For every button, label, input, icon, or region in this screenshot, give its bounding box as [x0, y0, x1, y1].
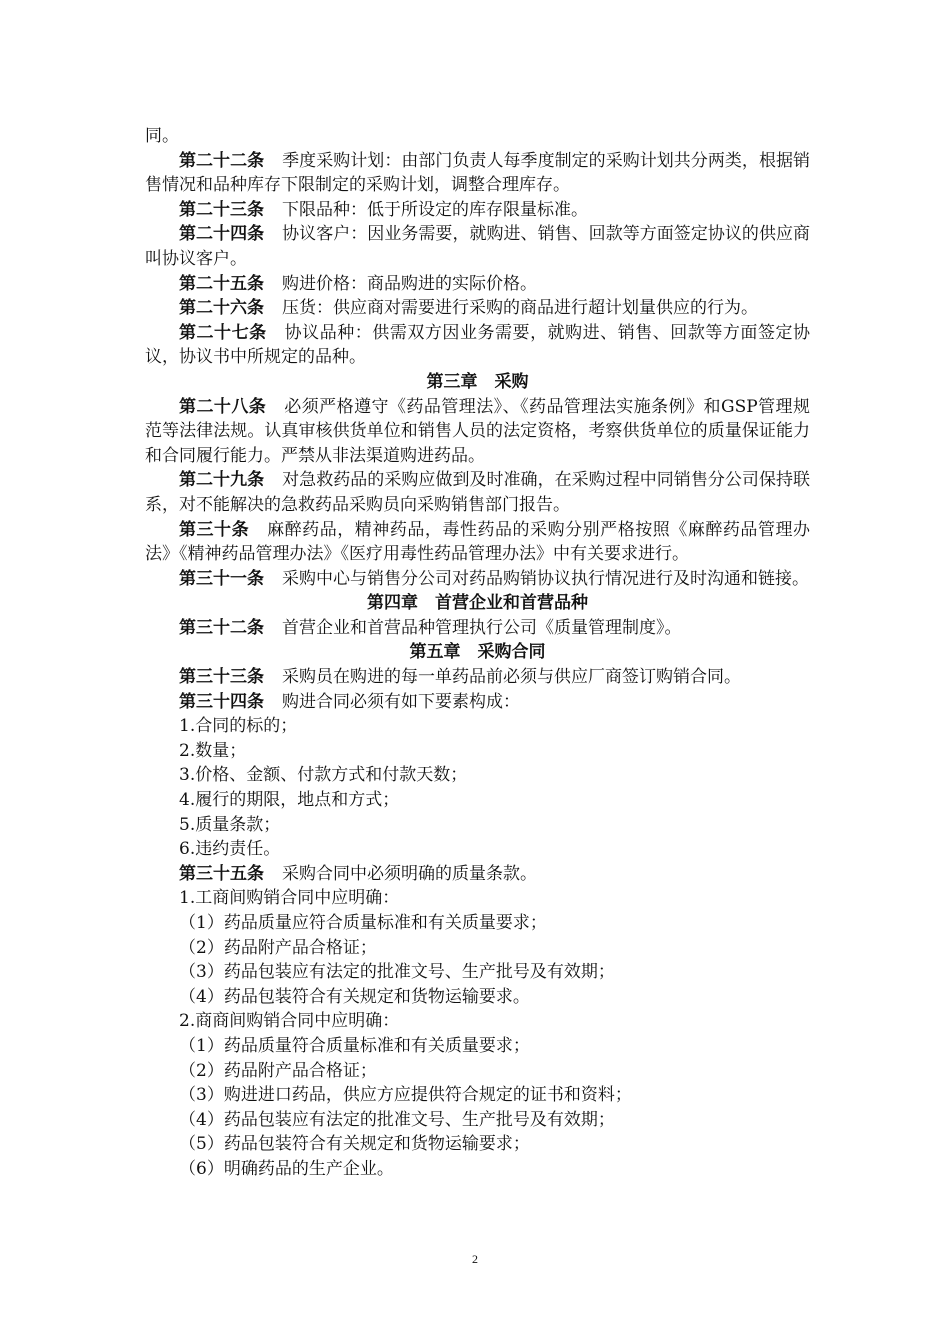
article-34: 第三十四条 购进合同必须有如下要素构成： [179, 691, 520, 712]
section-2-item: （4）药品包装应有法定的批准文号、生产批号及有效期； [179, 1109, 615, 1130]
section-2-item: （6）明确药品的生产企业。 [179, 1158, 394, 1179]
article-23: 第二十三条 下限品种：低于所设定的库存限量标准。 [179, 199, 588, 220]
element-item: 5.质量条款； [179, 814, 281, 835]
article-26: 第二十六条 压货：供应商对需要进行采购的商品进行超计划量供应的行为。 [179, 298, 758, 319]
section-2-title: 2.商商间购销合同中应明确： [179, 1011, 400, 1032]
article-28: 第二十八条 必须严格遵守《药品管理法》、《药品管理法实施条例》和GSP管理规范等法律法规。认真审核供货单位和销售人员的法定资格，考察供货单位的质量保证能力和合同履行能力。严禁从非法渠道购进药品。 [145, 396, 811, 466]
section-1-item: （2）药品附产品合格证； [179, 937, 377, 958]
document-body [145, 124, 810, 1182]
section-2-item: （1）药品质量符合质量标准和有关质量要求； [179, 1035, 530, 1056]
article-35: 第三十五条 采购合同中必须明确的质量条款。 [179, 863, 537, 884]
section-1-item: （1）药品质量应符合质量标准和有关质量要求； [179, 913, 547, 933]
chapter-5-heading: 第五章 采购合同 [409, 642, 546, 663]
section-2-item: （2）药品附产品合格证； [179, 1060, 377, 1081]
article-25: 第二十五条 购进价格：商品购进的实际价格。 [179, 273, 537, 294]
article-33: 第三十三条 采购员在购进的每一单药品前必须与供应厂商签订购销合同。 [179, 667, 741, 688]
article-24: 第二十四条 协议客户：因业务需要，就购进、销售、回款等方面签定协议的供应商叫协议客户。 [145, 224, 811, 269]
intro-fragment: 同。 [145, 126, 179, 146]
element-item: 1.合同的标的； [179, 716, 298, 737]
article-31: 第三十一条 采购中心与销售分公司对药品购销协议执行情况进行及时沟通和链接。 [179, 568, 809, 589]
article-32: 第三十二条 首营企业和首营品种管理执行公司《质量管理制度》。 [179, 617, 682, 638]
element-item: 3.价格、金额、付款方式和付款天数； [179, 765, 468, 786]
section-2-item: （5）药品包装符合有关规定和货物运输要求； [179, 1134, 530, 1155]
element-item: 4.履行的期限，地点和方式； [179, 790, 400, 811]
element-item: 6.违约责任。 [179, 839, 281, 860]
section-1-item: （4）药品包装符合有关规定和货物运输要求。 [179, 986, 530, 1007]
section-1-item: （3）药品包装应有法定的批准文号、生产批号及有效期； [179, 962, 615, 983]
chapter-3-heading: 第三章 采购 [426, 371, 529, 392]
article-22: 第二十二条 季度采购计划：由部门负责人每季度制定的采购计划共分两类，根据销售情况和品种库存下限制定的采购计划，调整合理库存。 [145, 150, 811, 196]
article-29: 第二十九条 对急救药品的采购应做到及时准确，在采购过程中同销售分公司保持联系，对不能解决的急救药品采购员向采购销售部门报告。 [145, 470, 811, 515]
page-number: 2 [472, 1252, 478, 1266]
section-1-title: 1.工商间购销合同中应明确： [179, 888, 400, 909]
article-30: 第三十条 麻醉药品，精神药品，毒性药品的采购分别严格按照《麻醉药品管理办法》《精神药品管理办法》《医疗用毒性药品管理办法》中有关要求进行。 [145, 519, 811, 565]
section-2-item: （3）购进进口药品，供应方应提供符合规定的证书和资料； [179, 1085, 632, 1106]
chapter-4-heading: 第四章 首营企业和首营品种 [367, 593, 588, 614]
article-27: 第二十七条 协议品种：供需双方因业务需要，就购进、销售、回款等方面签定协议，协议书中所规定的品种。 [145, 322, 811, 368]
element-item: 2.数量； [179, 740, 247, 761]
